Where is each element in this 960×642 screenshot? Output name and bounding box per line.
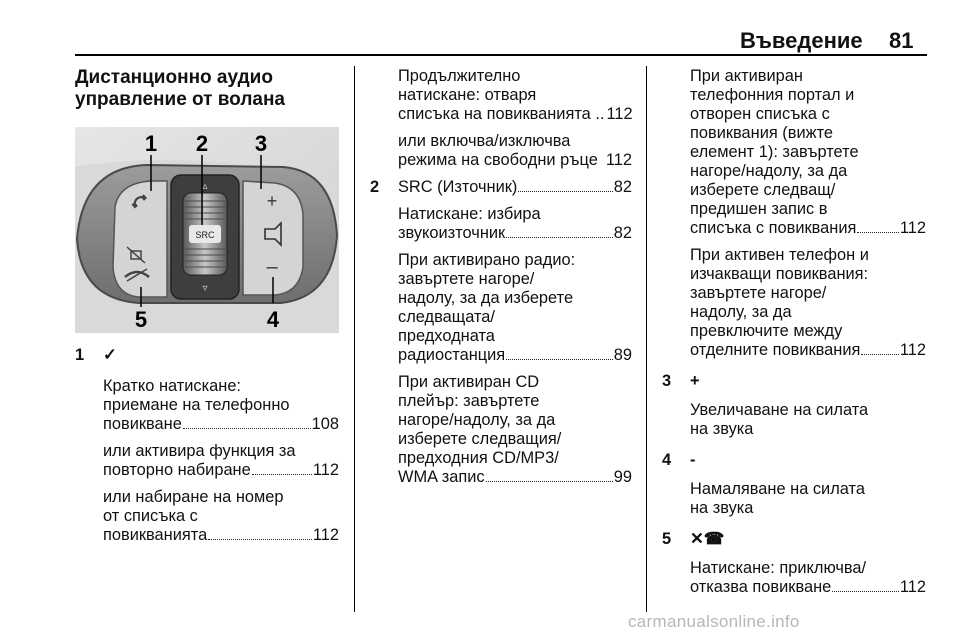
reference-text: радиостанция	[398, 346, 506, 364]
reference-page: 112	[899, 578, 926, 596]
text-line: или включва/изключва	[398, 132, 571, 150]
reference-text: повикванията	[103, 526, 208, 544]
reference-text: повторно набиране	[103, 461, 251, 479]
page-reference	[398, 346, 632, 365]
text-line: При активиран	[690, 67, 803, 85]
text-line: надолу, за да	[690, 303, 792, 321]
page-reference	[398, 178, 632, 197]
reference-text: списъка на повикванията ..	[398, 105, 605, 123]
paragraph	[690, 246, 926, 360]
text-line: изберете следващия/	[398, 430, 562, 448]
reference-text: повикване	[103, 415, 182, 433]
page-reference	[103, 526, 339, 545]
text-line: плейър: завъртете	[398, 392, 540, 410]
text-line: следващата/	[398, 308, 495, 326]
item-1-heading	[75, 346, 339, 365]
callout-4: 4	[266, 307, 280, 332]
page-reference	[398, 151, 632, 170]
section-title	[75, 67, 285, 111]
section-title-line: управление от волана	[75, 89, 285, 110]
paragraph	[103, 377, 339, 434]
reference-page: 112	[899, 219, 926, 237]
text-line: телефонния портал и	[690, 86, 855, 104]
page-reference	[690, 219, 926, 238]
reference-text: списъка с повиквания	[690, 219, 857, 237]
text-line: изчакващи повиквания:	[690, 265, 869, 283]
svg-text:▿: ▿	[202, 283, 208, 294]
reference-text: отказва повикване	[690, 578, 832, 596]
paragraph	[690, 559, 926, 597]
reference-page: 112	[312, 526, 339, 544]
page-reference	[398, 224, 632, 243]
text-line: на звука	[690, 499, 754, 517]
reference-text: SRC (Източник)	[398, 178, 518, 196]
text-line: елемент 1): завъртете	[690, 143, 859, 161]
reference-text: режима на свободни ръце	[398, 151, 598, 169]
text-line: или активира функция за	[103, 442, 296, 460]
page-reference	[398, 105, 632, 124]
page-reference	[690, 341, 926, 360]
reference-page: 99	[613, 468, 632, 486]
callout-5: 5	[134, 307, 148, 332]
column-divider-2	[646, 66, 647, 612]
item-number: 4	[662, 451, 672, 469]
text-line: натискане: отваря	[398, 86, 537, 104]
volume-up-icon: +	[690, 372, 700, 390]
text-line: Натискане: избира	[398, 205, 541, 223]
volume-down-icon: -	[690, 451, 696, 469]
paragraph	[398, 251, 632, 365]
reference-page: 112	[312, 461, 339, 479]
text-line: или набиране на номер	[103, 488, 284, 506]
item-2	[370, 178, 632, 197]
volume-up-icon: +	[266, 191, 278, 211]
src-label: SRC	[195, 230, 215, 240]
reference-page: 82	[613, 178, 632, 196]
paragraph	[398, 373, 632, 487]
item-number: 5	[662, 530, 672, 548]
paragraph	[398, 132, 632, 170]
steering-wheel-controls-photo	[75, 127, 339, 333]
reference-page: 108	[311, 415, 339, 433]
page-reference	[690, 578, 926, 597]
page-reference	[398, 468, 632, 487]
text-line: на звука	[690, 420, 754, 438]
text-line: предходния CD/MP3/	[398, 449, 559, 467]
reference-text: отделните повиквания	[690, 341, 861, 359]
text-line: отворен списъка с	[690, 105, 830, 123]
text-line: завъртете нагоре/	[690, 284, 827, 302]
column-3-text	[662, 67, 926, 605]
reference-page: 112	[605, 151, 632, 169]
text-line: нагоре/надолу, за да	[690, 162, 848, 180]
phone-icon: ✓	[103, 346, 117, 364]
reference-text: WMA запис	[398, 468, 485, 486]
column-divider-1	[354, 66, 355, 612]
column-1-text	[75, 346, 339, 553]
text-line: нагоре/надолу, за да	[398, 411, 556, 429]
section-title-line: Дистанционно аудио	[75, 67, 273, 88]
item-number: 3	[662, 372, 672, 390]
volume-down-icon: –	[266, 256, 278, 278]
paragraph	[398, 205, 632, 243]
text-line: изберете следващ/	[690, 181, 836, 199]
text-line: надолу, за да изберете	[398, 289, 574, 307]
watermark: carmanualsonline.info	[628, 612, 800, 631]
paragraph	[103, 442, 339, 480]
text-line: Натискане: приключва/	[690, 559, 867, 577]
text-line: от списъка с	[103, 507, 198, 525]
running-header-title: Въведение	[740, 28, 863, 53]
reference-page: 112	[899, 341, 926, 359]
page-reference	[103, 415, 339, 434]
callout-2: 2	[195, 131, 209, 156]
text-line: превключите между	[690, 322, 843, 340]
text-line: Увеличаване на силата	[690, 401, 869, 419]
mute-end-call-icon: ✕☎	[690, 530, 725, 548]
text-line: При активирано радио:	[398, 251, 576, 269]
paragraph	[690, 401, 926, 439]
text-line: завъртете нагоре/	[398, 270, 535, 288]
page-reference	[103, 461, 339, 480]
reference-text: звукоизточник	[398, 224, 506, 242]
callout-3: 3	[254, 131, 268, 156]
text-line: Кратко натискане:	[103, 377, 241, 395]
column-2-text	[370, 67, 632, 495]
item-number: 1	[75, 346, 85, 364]
text-line: Намаляване на силата	[690, 480, 865, 498]
svg-text:▵: ▵	[202, 181, 208, 192]
text-line: При активен телефон и	[690, 246, 869, 264]
text-line: предходната	[398, 327, 495, 345]
text-line: предишен запис в	[690, 200, 828, 218]
item-5-heading	[662, 530, 926, 549]
text-line: Продължително	[398, 67, 521, 85]
header-rule	[75, 54, 927, 56]
item-3-heading	[662, 372, 926, 391]
text-line: приемане на телефонно	[103, 396, 290, 414]
item-4-heading	[662, 451, 926, 470]
paragraph	[398, 67, 632, 124]
reference-page: 89	[613, 346, 632, 364]
paragraph	[103, 488, 339, 545]
text-line: повиквания (вижте	[690, 124, 834, 142]
callout-1: 1	[144, 131, 158, 156]
page-number: 81	[889, 28, 914, 53]
item-number: 2	[370, 178, 380, 196]
reference-page: 82	[613, 224, 632, 242]
reference-page: 112	[606, 105, 633, 123]
text-line: При активиран CD	[398, 373, 540, 391]
paragraph	[690, 67, 926, 238]
paragraph	[690, 480, 926, 518]
